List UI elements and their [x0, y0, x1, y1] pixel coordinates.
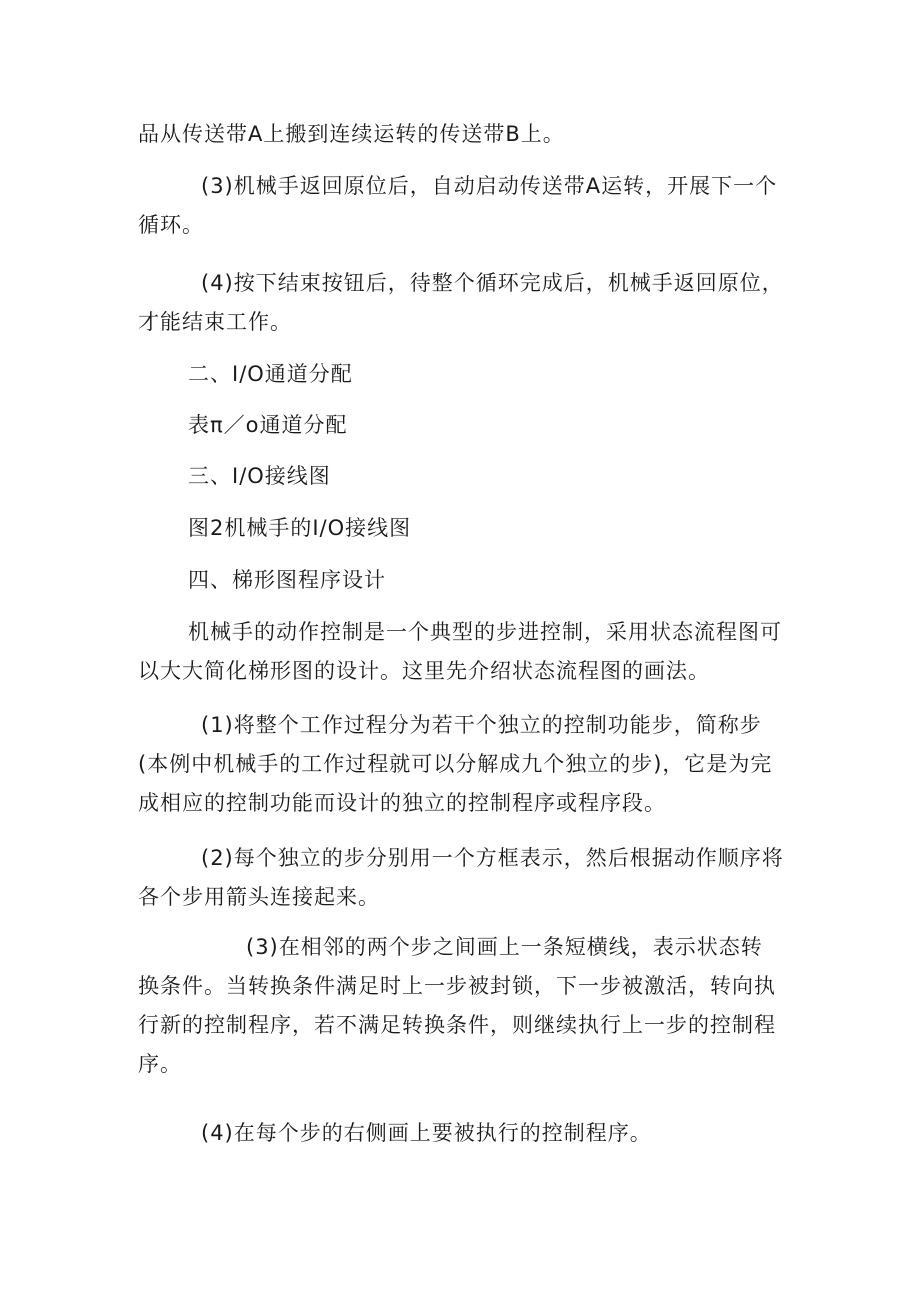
paragraph-rule-4-programs: (4)在每个步的右侧画上要被执行的控制程序。 — [201, 1121, 652, 1145]
section-heading-io-wiring: 三、I/O接线图 — [188, 464, 331, 488]
section-heading-ladder-design: 四、梯形图程序设计 — [188, 568, 386, 592]
paragraph-rule-1-steps: (1)将整个工作过程分为若干个独立的控制功能步，简称步(本例中机械手的工作过程就可以分解成九个独立的步)，它是为完成相应的控制功能而设计的独立的控制程序或程序段。 — [138, 713, 773, 815]
paragraph-step-control-intro: 机械手的动作控制是一个典型的步进控制，采用状态流程图可以大大简化梯形图的设计。这里先介绍状态流程图的画法。 — [138, 620, 782, 683]
paragraph-step-3-return: (3)机械手返回原位后，自动启动传送带A运转，开展下一个循环。 — [138, 174, 778, 237]
figure-caption-io-wiring: 图2机械手的I/O接线图 — [188, 516, 412, 540]
section-heading-io-allocation: 二、I/O通道分配 — [188, 362, 353, 386]
paragraph-rule-2-boxes: (2)每个独立的步分别用一个方框表示，然后根据动作顺序将各个步用箭头连接起来。 — [138, 846, 784, 909]
table-caption-io-allocation: 表π／o通道分配 — [188, 413, 348, 437]
paragraph-rule-3-transitions: (3)在相邻的两个步之间画上一条短横线，表示状态转换条件。当转换条件满足时上一步被封锁，下一步被激活，转向执行新的控制程序，若不满足转换条件，则继续执行上一步的控制程序。 — [138, 935, 776, 1076]
paragraph-conveyor-transfer: 品从传送带A上搬到连续运转的传送带B上。 — [138, 122, 565, 146]
paragraph-step-4-stop: (4)按下结束按钮后，待整个循环完成后，机械手返回原位，才能结束工作。 — [138, 271, 784, 334]
